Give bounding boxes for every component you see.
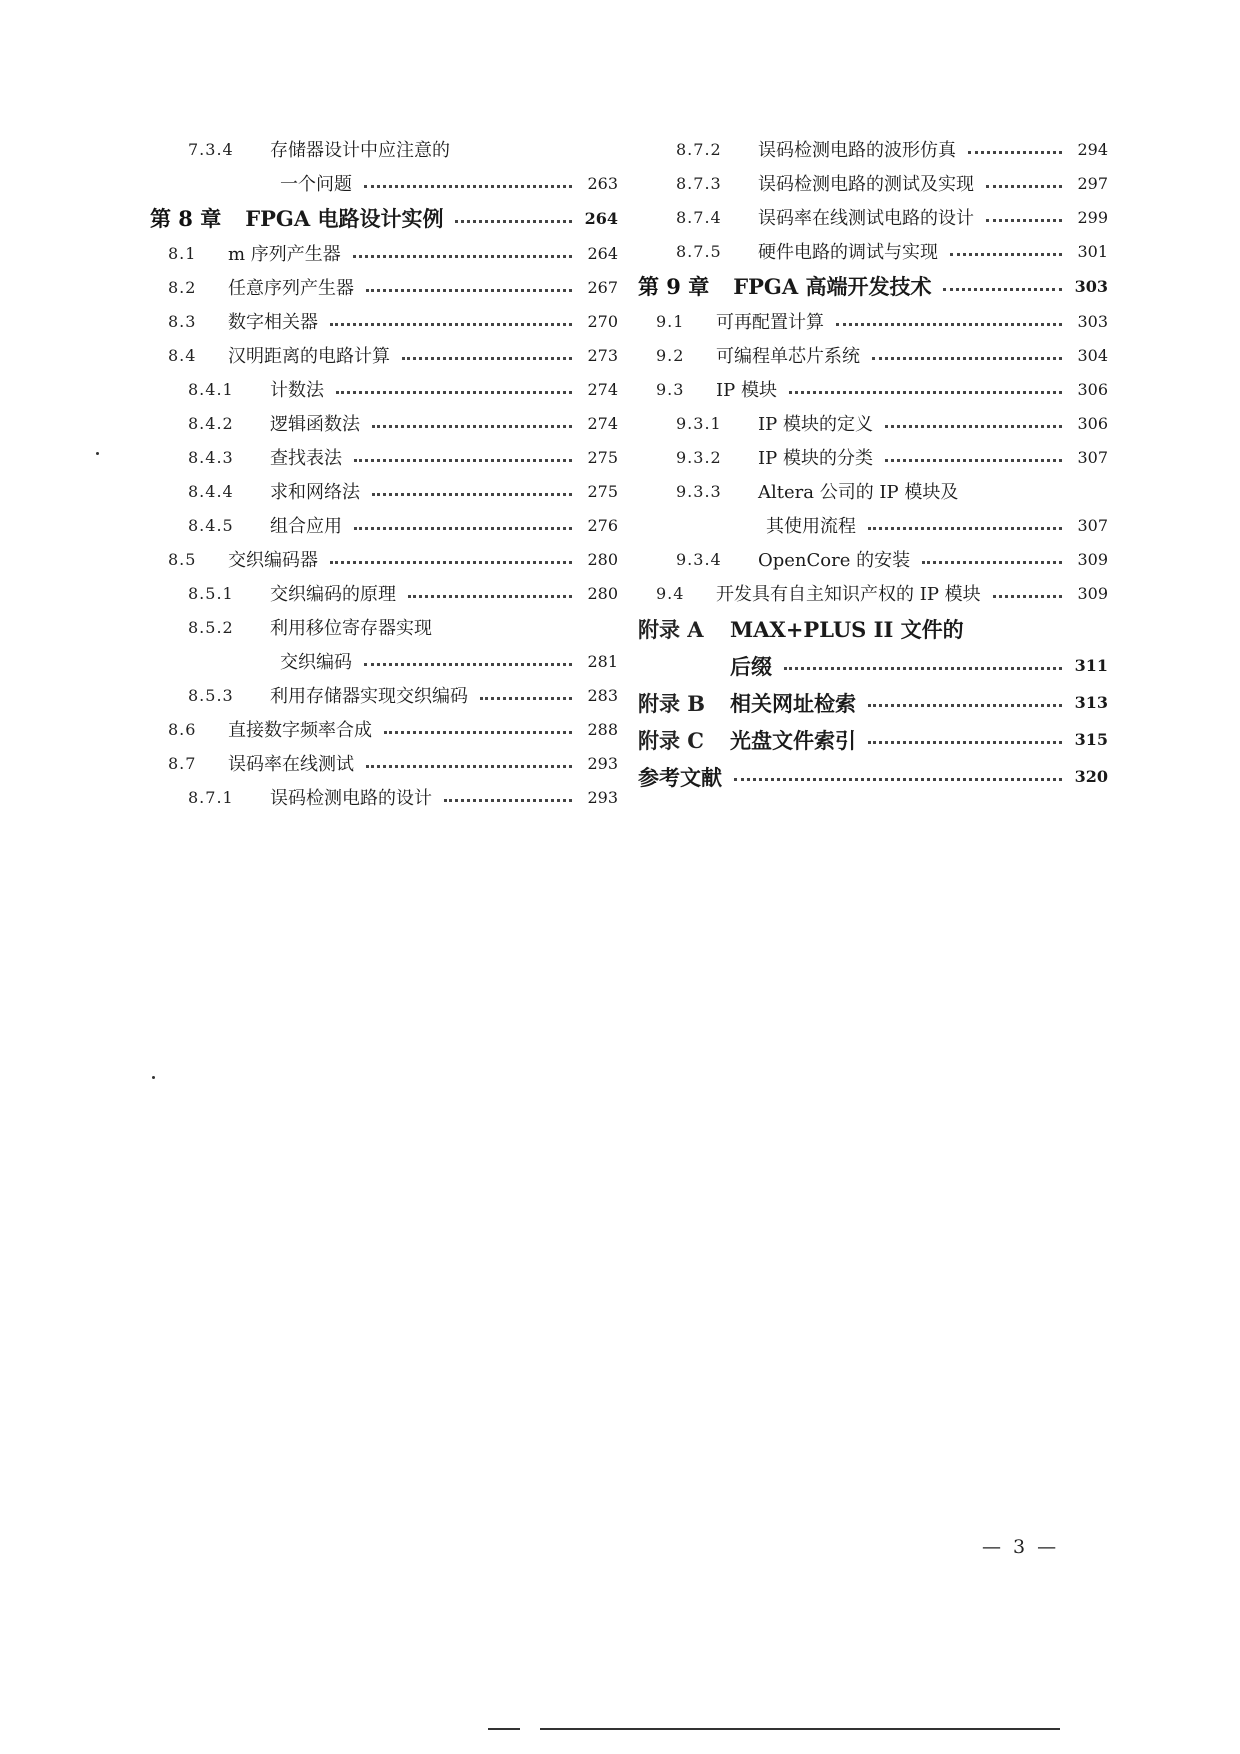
page-ref: 263 [587,173,618,193]
page-ref: 281 [587,651,618,671]
section-title: IP 模块 [716,380,777,401]
toc-left-column [150,132,618,814]
toc-appendix [638,684,1108,721]
section-title: 一个问题 [280,174,352,195]
page-ref: 313 [1074,693,1108,712]
toc-entry [150,406,618,440]
dot-leader [364,663,572,666]
page-ref: 301 [1077,241,1108,261]
section-title: IP 模块的分类 [758,448,873,469]
page-ref: 276 [587,515,618,535]
page-number: — 3 — [982,1536,1060,1558]
toc-entry [150,372,618,406]
page-ref: 307 [1077,515,1108,535]
dot-leader [330,561,572,564]
section-title: 交织编码器 [228,550,318,571]
dot-leader [885,425,1062,428]
toc-entry [638,338,1108,372]
dot-leader [366,289,572,292]
section-title: 误码检测电路的设计 [270,788,432,809]
section-title: 任意序列产生器 [228,278,354,299]
section-title: 误码率在线测试 [228,754,354,775]
dot-leader [330,323,572,326]
section-title: 求和网络法 [270,482,360,503]
section-number: 第 9 章 [638,274,710,299]
section-title: 利用移位寄存器实现 [270,618,432,639]
section-title: 硬件电路的调试与实现 [758,242,938,263]
toc-entry [150,304,618,338]
page-ref: 307 [1077,447,1108,467]
section-title: 利用存储器实现交织编码 [270,686,468,707]
page-ref: 275 [587,447,618,467]
page-ref: 274 [587,379,618,399]
section-number: 8.4.3 [188,447,234,467]
toc-entry [150,166,618,200]
page-ref: 297 [1077,173,1108,193]
page-ref: 306 [1077,413,1108,433]
toc-entry [638,166,1108,200]
page-ref: 264 [587,243,618,263]
section-title: 交织编码 [280,652,352,673]
page-ref: 299 [1077,207,1108,227]
section-number: 8.3 [168,311,197,331]
section-number: 8.4.4 [188,481,234,501]
section-number: 8.5.1 [188,583,234,603]
dot-leader [372,493,572,496]
dot-leader [868,527,1062,530]
section-title: 查找表法 [270,448,342,469]
dot-leader [986,185,1062,188]
section-number: 8.7.4 [676,207,722,227]
section-title: Altera 公司的 IP 模块及 [758,482,959,503]
section-title: 可再配置计算 [716,312,824,333]
section-title: 开发具有自主知识产权的 IP 模块 [716,584,981,605]
toc-entry [150,746,618,780]
page-ref: 315 [1074,730,1108,749]
section-title: 组合应用 [270,516,342,537]
section-title: 后缀 [730,653,772,679]
section-number: 附录 A [638,616,704,642]
toc-entry [150,236,618,270]
section-number: 附录 C [638,727,705,753]
toc-entry [638,372,1108,406]
page-ref: 306 [1077,379,1108,399]
scan-speck [96,452,99,455]
dot-leader [366,765,572,768]
dot-leader [943,288,1062,291]
page-ref: 280 [587,583,618,603]
scan-speck [152,1076,155,1079]
dot-leader [455,220,572,223]
section-title: 参考文献 [638,764,722,790]
toc-entry [150,132,618,166]
section-number: 附录 B [638,690,706,716]
page-ref: 270 [587,311,618,331]
dot-leader [872,357,1062,360]
page-ref: 303 [1074,276,1108,296]
section-title: 可编程单芯片系统 [716,346,860,367]
section-title: OpenCore 的安装 [758,550,911,571]
page-ref: 288 [587,719,618,739]
section-number: 8.4.1 [188,379,234,399]
toc-entry [150,542,618,576]
section-number: 8.7.3 [676,173,722,193]
toc-entry [150,440,618,474]
toc-appendix [638,610,1108,647]
toc-entry [638,200,1108,234]
section-title: 计数法 [270,380,324,401]
toc-entry [638,576,1108,610]
section-title: MAX+PLUS II 文件的 [730,616,964,642]
dot-leader [444,799,572,802]
section-title: 直接数字频率合成 [228,720,372,741]
toc-entry [638,542,1108,576]
page-ref: 304 [1077,345,1108,365]
toc-chapter [150,200,618,236]
section-number: 8.4.2 [188,413,234,433]
dot-leader [384,731,572,734]
section-title: 误码率在线测试电路的设计 [758,208,974,229]
bottom-dash [488,1728,520,1730]
page-ref: 320 [1074,767,1108,786]
section-title: 其使用流程 [766,516,856,537]
toc-entry [638,474,1108,508]
section-title: FPGA 高端开发技术 [733,274,932,299]
dot-leader [372,425,572,428]
dot-leader [968,151,1062,154]
toc-entry [150,780,618,814]
dot-leader [836,323,1062,326]
dot-leader [353,255,572,258]
section-number: 8.7.1 [188,787,234,807]
section-title: 汉明距离的电路计算 [228,346,390,367]
section-number: 8.4 [168,345,197,365]
page-ref: 280 [587,549,618,569]
section-title: 数字相关器 [228,312,318,333]
page-ref: 294 [1077,139,1108,159]
section-title: FPGA 电路设计实例 [245,206,444,231]
page-ref: 275 [587,481,618,501]
dot-leader [402,357,572,360]
section-title: 相关网址检索 [730,690,856,716]
section-number: 8.7 [168,753,197,773]
page-ref: 283 [587,685,618,705]
toc-entry [150,678,618,712]
toc-entry [638,132,1108,166]
toc-chapter [638,268,1108,304]
toc-entry [638,647,1108,684]
section-number: 第 8 章 [150,206,222,231]
dot-leader [868,741,1062,744]
dot-leader [950,253,1062,256]
page-ref: 267 [587,277,618,297]
section-title: 光盘文件索引 [730,727,856,753]
toc-right-column [638,132,1108,795]
page-ref: 274 [587,413,618,433]
section-number: 9.3.1 [676,413,722,433]
dot-leader [734,778,1062,781]
page-ref: 264 [584,208,618,228]
dot-leader [480,697,572,700]
dot-leader [354,459,572,462]
page-ref: 309 [1077,549,1108,569]
section-title: 误码检测电路的测试及实现 [758,174,974,195]
section-number: 8.5.3 [188,685,234,705]
toc-entry [638,304,1108,338]
dot-leader [868,704,1062,707]
section-number: 7.3.4 [188,139,234,159]
toc-appendix [638,721,1108,758]
dot-leader [784,667,1062,670]
section-number: 9.3 [656,379,685,399]
dot-leader [885,459,1062,462]
toc-entry [150,270,618,304]
toc-entry [150,610,618,644]
page-ref: 309 [1077,583,1108,603]
toc-entry [150,712,618,746]
dot-leader [922,561,1062,564]
section-title: m 序列产生器 [228,244,341,265]
toc-entry [150,338,618,372]
toc-entry [150,644,618,678]
section-number: 9.3.4 [676,549,722,569]
section-title: 误码检测电路的波形仿真 [758,140,956,161]
toc-entry [638,406,1108,440]
section-title: 交织编码的原理 [270,584,396,605]
section-title: 存储器设计中应注意的 [270,140,450,161]
section-number: 9.1 [656,311,685,331]
bottom-rule [540,1728,1060,1730]
section-number: 8.5 [168,549,197,569]
page-ref: 311 [1074,656,1108,675]
dot-leader [993,595,1062,598]
dot-leader [408,595,572,598]
dot-leader [354,527,572,530]
section-number: 9.4 [656,583,685,603]
page-ref: 293 [587,787,618,807]
section-number: 8.4.5 [188,515,234,535]
section-number: 8.7.5 [676,241,722,261]
section-number: 9.3.2 [676,447,722,467]
page-ref: 273 [587,345,618,365]
toc-appendix [638,758,1108,795]
toc-entry [638,440,1108,474]
section-number: 9.2 [656,345,685,365]
section-title: IP 模块的定义 [758,414,873,435]
page-ref: 293 [587,753,618,773]
section-number: 8.5.2 [188,617,234,637]
toc-entry [150,508,618,542]
section-number: 9.3.3 [676,481,722,501]
section-number: 8.6 [168,719,197,739]
section-title: 逻辑函数法 [270,414,360,435]
section-number: 8.1 [168,243,197,263]
toc-entry [638,234,1108,268]
page-ref: 303 [1077,311,1108,331]
dot-leader [364,185,572,188]
toc-entry [638,508,1108,542]
dot-leader [986,219,1062,222]
section-number: 8.2 [168,277,197,297]
dot-leader [336,391,572,394]
toc-entry [150,576,618,610]
dot-leader [789,391,1062,394]
toc-entry [150,474,618,508]
section-number: 8.7.2 [676,139,722,159]
